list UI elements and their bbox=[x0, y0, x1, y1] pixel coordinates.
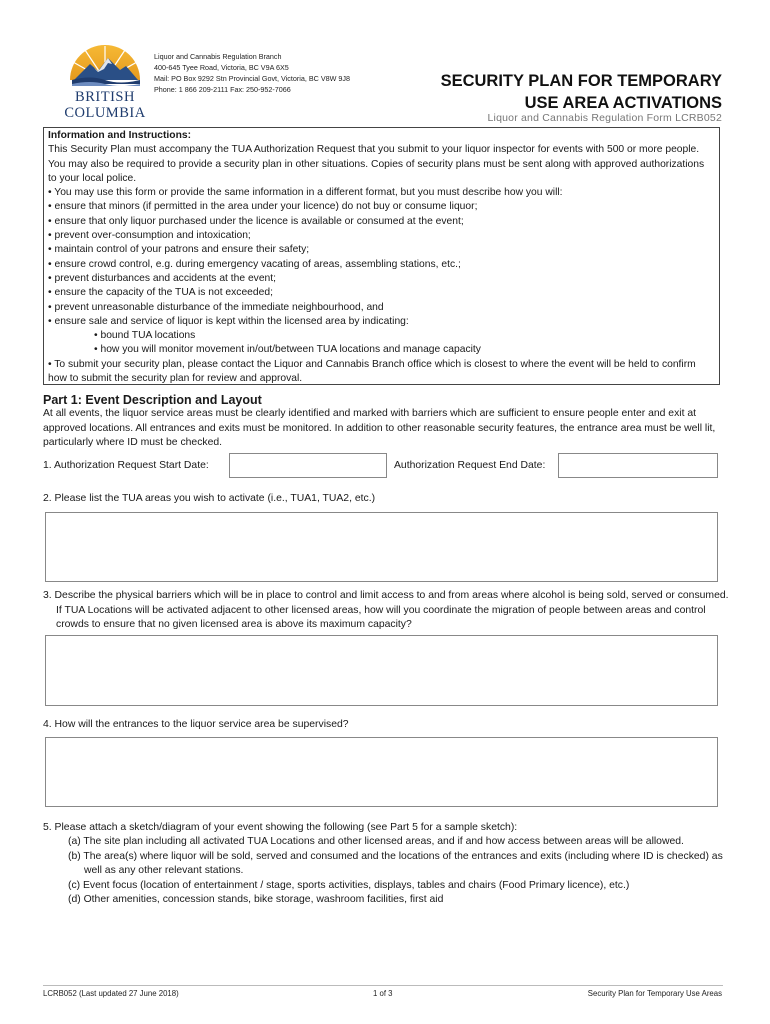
instructions-heading: Information and Instructions: bbox=[48, 130, 192, 141]
part1-paragraph: At all events, the liquor service areas must be clearly identified and marked with barriers which are sufficient to ensure people enter and exit at approved locations. All entrances and exits must be monitored. In addition to other reasonable security features, the entrance area must be well lit, particularly where ID must be checked. bbox=[43, 408, 716, 448]
instruction-bullet: • maintain control of your patrons and ensure their safety; bbox=[48, 244, 310, 256]
branch-address bbox=[154, 51, 350, 95]
sketch-requirement-item: (d) Other amenities, concession stands, bike storage, washroom facilities, first aid bbox=[68, 894, 444, 905]
instruction-bullet: • prevent disturbances and accidents at the event; bbox=[48, 272, 276, 284]
instruction-bullet: • prevent over-consumption and intoxication; bbox=[48, 230, 251, 242]
instruction-subbullet: • how you will monitor movement in/out/between TUA locations and manage capacity bbox=[94, 344, 481, 356]
form-title-line1: SECURITY PLAN FOR TEMPORARY bbox=[440, 72, 722, 90]
instructions-lead: • You may use this form or provide the same information in a different format, but you must describe how you will: bbox=[48, 187, 563, 199]
instruction-bullet: • ensure the capacity of the TUA is not exceeded; bbox=[48, 287, 273, 299]
question-4: 4. How will the entrances to the liquor service area be supervised? bbox=[43, 719, 349, 730]
question-3: 3. Describe the physical barriers which will be in place to control and limit access to and from areas where alcohol is being sold, served or consumed. If TUA Locations will be activated adjacent to other licensed areas, how will you coordinate the migration of people between areas and control crowds to ensure that no given licensed area is above its maximum capacity? bbox=[43, 590, 729, 630]
footer-page-number: 1 of 3 bbox=[373, 989, 393, 998]
form-number: Liquor and Cannabis Regulation Form LCRB052 bbox=[487, 112, 722, 124]
instructions-box bbox=[43, 127, 720, 385]
form-title-line2: USE AREA ACTIVATIONS bbox=[524, 94, 722, 112]
bc-logo bbox=[60, 42, 150, 121]
footer-document-title: Security Plan for Temporary Use Areas bbox=[587, 989, 722, 998]
tua-areas-textarea[interactable] bbox=[45, 512, 718, 582]
part1-title: Part 1: Event Description and Layout bbox=[43, 393, 262, 407]
end-date-input[interactable] bbox=[558, 453, 718, 478]
barriers-textarea[interactable] bbox=[45, 635, 718, 706]
start-date-input[interactable] bbox=[229, 453, 387, 478]
form-title bbox=[441, 70, 722, 114]
instruction-bullet: • ensure sale and service of liquor is kept within the licensed area by indicating: bbox=[48, 315, 409, 327]
question-2: 2. Please list the TUA areas you wish to activate (i.e., TUA1, TUA2, etc.) bbox=[43, 493, 376, 504]
instruction-subbullet: • bound TUA locations bbox=[94, 330, 196, 342]
sketch-requirement-item: (c) Event focus (location of entertainment / stage, sports activities, displays, tables and chairs (Food Primary licence), etc.) bbox=[68, 879, 630, 891]
address-line: Liquor and Cannabis Regulation Branch bbox=[154, 52, 282, 61]
instructions-intro: This Security Plan must accompany the TUA Authorization Request that you submit to your liquor inspector for events with 500 or more people. You may also be required to provide a security plan in other situations. Copies of security plans must be sent along with approved authorizations to your local police. bbox=[48, 144, 705, 184]
sketch-requirements-list bbox=[68, 835, 723, 908]
address-line: Mail: PO Box 9292 Stn Provincial Govt, Victoria, BC V8W 9J8 bbox=[154, 74, 351, 83]
question-5: 5. Please attach a sketch/diagram of your event showing the following (see Part 5 for a sample sketch): bbox=[43, 822, 518, 833]
sketch-requirement-item: (a) The site plan including all activated TUA Locations and other licensed areas, and if and how access between areas will be allowed. bbox=[68, 836, 684, 847]
address-line: Phone: 1 866 209-2111 Fax: 250-952-7066 bbox=[154, 85, 291, 94]
address-line: 400-645 Tyee Road, Victoria, BC V9A 6X5 bbox=[154, 63, 289, 72]
instruction-bullet: • prevent unreasonable disturbance of the immediate neighbourhood, and bbox=[48, 301, 384, 313]
sketch-requirement-item: (b) The area(s) where liquor will be sold, served and consumed and the locations of the entrances and exits (including where ID is checked) as well as any other relevant stations. bbox=[68, 850, 723, 876]
footer-form-version: LCRB052 (Last updated 27 June 2018) bbox=[43, 989, 179, 998]
entrances-textarea[interactable] bbox=[45, 737, 718, 807]
logo-text-british: BRITISH bbox=[75, 89, 135, 105]
end-date-label: Authorization Request End Date: bbox=[394, 460, 546, 471]
bc-sun-mountains-icon bbox=[60, 42, 150, 86]
instruction-bullet: • ensure that minors (if permitted in the area under your licence) do not buy or consume liquor; bbox=[48, 201, 478, 213]
instruction-bullet: • ensure crowd control, e.g. during emergency vacating of areas, assembling stations, etc.; bbox=[48, 258, 461, 270]
logo-text-columbia: COLUMBIA bbox=[64, 105, 146, 121]
footer-divider bbox=[43, 985, 723, 986]
instructions-closing: • To submit your security plan, please contact the Liquor and Cannabis Branch office which is closest to where the event will be held to confirm how to submit the security plan for review and approval. bbox=[48, 358, 696, 385]
instruction-bullet: • ensure that only liquor purchased under the licence is available or consumed at the event; bbox=[48, 215, 464, 227]
start-date-label: 1. Authorization Request Start Date: bbox=[43, 460, 209, 471]
